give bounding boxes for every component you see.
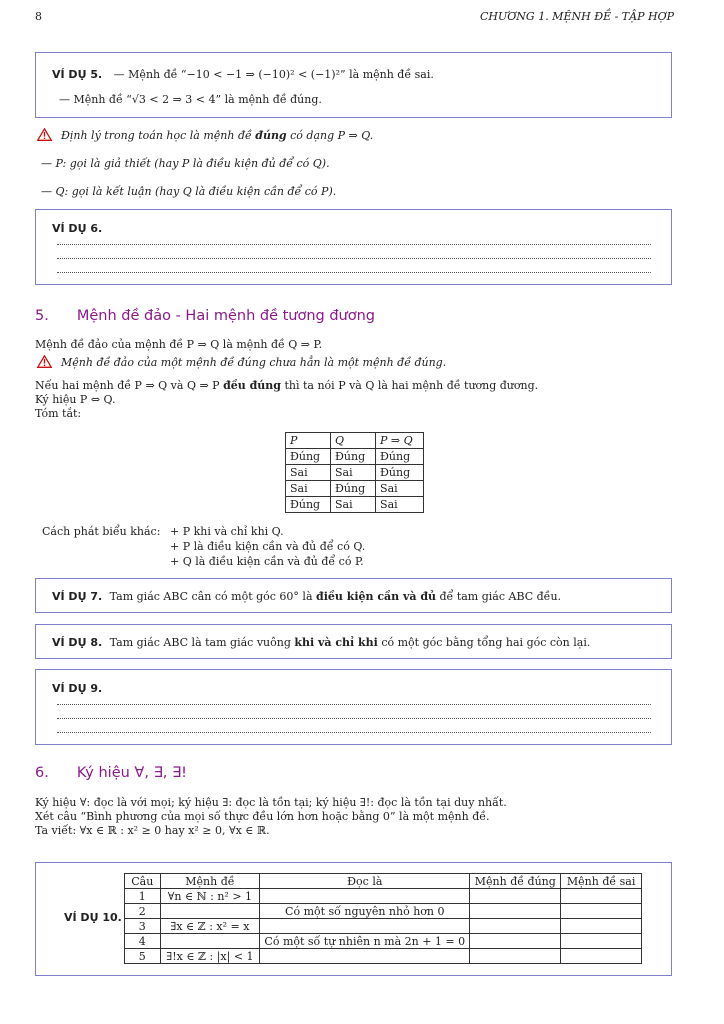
section-5-heading <box>35 308 375 324</box>
theorem-line-2: — P: gọi là giả thiết (hay P là điều kiện đủ để có Q). <box>41 157 330 170</box>
truth-table <box>285 432 424 513</box>
section-6-paragraph-2: Xét câu “Bình phương của mọi số thực đều lớn hơn hoặc bằng 0” là một mệnh đề. <box>35 810 490 823</box>
table-header-cell: Mệnh đề <box>160 874 260 889</box>
table-cell: Sai <box>331 465 376 481</box>
example-8-text: Tam giác ABC là tam giác vuông khi và chỉ khi có một góc bằng tổng hai góc còn lại. <box>109 636 591 649</box>
section-5-paragraph-2: Nếu hai mệnh đề P ⇒ Q và Q ⇒ P đều đúng thì ta nói P và Q là hai mệnh đề tương đương. <box>35 379 539 392</box>
table-cell <box>260 889 470 904</box>
table-cell: Đúng <box>376 449 424 465</box>
example-8-box <box>35 624 672 659</box>
table-cell <box>160 904 260 919</box>
answer-line <box>57 718 651 719</box>
section-5-warning: Mệnh đề đảo của một mệnh đề đúng chưa hẳn là một mệnh đề đúng. <box>61 356 447 369</box>
theorem-line-3: — Q: gọi là kết luận (hay Q là điều kiện cần để có P). <box>41 185 337 198</box>
chapter-title: CHƯƠNG 1. MỆNH ĐỀ - TẬP HỢP <box>479 10 674 23</box>
table-cell <box>470 919 561 934</box>
section-5-paragraph-1: Mệnh đề đảo của mệnh đề P ⇒ Q là mệnh đề Q ⇒ P. <box>35 338 323 351</box>
table-header-cell: P <box>286 433 331 449</box>
example-5-box <box>35 52 672 118</box>
section-6-paragraph-3: Ta viết: ∀x ∈ ℝ : x² ≥ 0 hay x² ≥ 0, ∀x ∈ ℝ. <box>35 824 270 837</box>
table-header-cell: Mệnh đề đúng <box>470 874 561 889</box>
table-row <box>125 919 642 934</box>
table-row <box>286 497 424 513</box>
theorem-line-1: Định lý trong toán học là mệnh đề đúng có dạng P ⇒ Q. <box>61 129 374 142</box>
example-6-box <box>35 209 672 285</box>
example-5-label: VÍ DỤ 5. <box>52 68 103 81</box>
table-cell: Đúng <box>331 481 376 497</box>
example-8-label: VÍ DỤ 8. <box>52 636 103 649</box>
section-5-paragraph-3: Ký hiệu P ⇔ Q. <box>35 393 116 406</box>
table-cell: Có một số tự nhiên n mà 2n + 1 = 0 <box>260 934 470 949</box>
answer-line <box>57 732 651 733</box>
table-cell: 2 <box>125 904 161 919</box>
table-cell <box>470 934 561 949</box>
example-7-box <box>35 578 672 613</box>
table-header-cell: Q <box>331 433 376 449</box>
table-cell: ∀n ∈ ℕ : n² > 1 <box>160 889 260 904</box>
section-6-paragraph-1: Ký hiệu ∀: đọc là với mọi; ký hiệu ∃: đọc là tồn tại; ký hiệu ∃!: đọc là tồn tại duy nhất. <box>35 796 507 809</box>
warning-icon <box>37 128 52 141</box>
alt-phrasing-label: Cách phát biểu khác: <box>42 525 161 538</box>
section-5-paragraph-4: Tóm tắt: <box>35 407 82 420</box>
example-10-label: VÍ DỤ 10. <box>64 911 122 924</box>
table-cell: Sai <box>286 481 331 497</box>
table-cell: Sai <box>376 481 424 497</box>
table-cell: Đúng <box>286 497 331 513</box>
section-6-heading <box>35 765 187 781</box>
example-5-line-1: — Mệnh đề “−10 < −1 ⇒ (−10)² < (−1)²” là mệnh đề sai. <box>113 68 434 81</box>
table-header-cell: Đọc là <box>260 874 470 889</box>
example-9-box <box>35 669 672 745</box>
answer-line <box>57 244 651 245</box>
table-cell: Sai <box>286 465 331 481</box>
answer-line <box>57 258 651 259</box>
table-cell <box>561 919 642 934</box>
table-cell: Sai <box>376 497 424 513</box>
table-row <box>125 904 642 919</box>
alt-phrasing-line: + P là điều kiện cần và đủ để có Q. <box>170 540 366 553</box>
table-header-cell: P ⇒ Q <box>376 433 424 449</box>
table-cell <box>470 949 561 964</box>
quantifier-table <box>124 873 642 964</box>
table-row <box>125 949 642 964</box>
table-cell: Đúng <box>376 465 424 481</box>
table-cell <box>561 949 642 964</box>
example-7-label: VÍ DỤ 7. <box>52 590 103 603</box>
table-cell: ∃x ∈ ℤ : x² = x <box>160 919 260 934</box>
table-cell: Có một số nguyên nhỏ hơn 0 <box>260 904 470 919</box>
example-5-line-2: — Mệnh đề “√3 < 2 ⇒ 3 < 4” là mệnh đề đúng. <box>59 93 322 106</box>
table-cell <box>470 889 561 904</box>
table-header-row <box>125 874 642 889</box>
table-row <box>286 449 424 465</box>
section-5-number: 5. <box>35 308 49 324</box>
table-cell <box>561 889 642 904</box>
answer-line <box>57 704 651 705</box>
table-cell: 4 <box>125 934 161 949</box>
table-cell: 5 <box>125 949 161 964</box>
table-cell: ∃!x ∈ ℤ : |x| < 1 <box>160 949 260 964</box>
table-row <box>286 481 424 497</box>
table-cell: 3 <box>125 919 161 934</box>
section-6-title: Ký hiệu ∀, ∃, ∃! <box>76 765 187 781</box>
table-cell <box>561 904 642 919</box>
table-cell: 1 <box>125 889 161 904</box>
example-6-label: VÍ DỤ 6. <box>52 222 103 235</box>
example-9-label: VÍ DỤ 9. <box>52 682 103 695</box>
table-row <box>125 934 642 949</box>
table-cell <box>160 934 260 949</box>
table-header-cell: Mệnh đề sai <box>561 874 642 889</box>
table-cell: Đúng <box>331 449 376 465</box>
table-cell: Sai <box>331 497 376 513</box>
table-row <box>286 465 424 481</box>
table-cell <box>260 949 470 964</box>
table-cell <box>470 904 561 919</box>
page-number: 8 <box>35 10 42 23</box>
section-5-title: Mệnh đề đảo - Hai mệnh đề tương đương <box>76 308 376 324</box>
table-cell <box>561 934 642 949</box>
table-header-row <box>286 433 424 449</box>
table-row <box>125 889 642 904</box>
alt-phrasing-line: + P khi và chỉ khi Q. <box>170 525 284 538</box>
example-7-text: Tam giác ABC cân có một góc 60° là điều kiện cần và đủ để tam giác ABC đều. <box>109 590 562 603</box>
warning-icon <box>37 355 52 368</box>
table-header-cell: Câu <box>125 874 161 889</box>
section-6-number: 6. <box>35 765 49 781</box>
alt-phrasing-line: + Q là điều kiện cần và đủ để có P. <box>170 555 364 568</box>
table-cell <box>260 919 470 934</box>
table-cell: Đúng <box>286 449 331 465</box>
answer-line <box>57 272 651 273</box>
